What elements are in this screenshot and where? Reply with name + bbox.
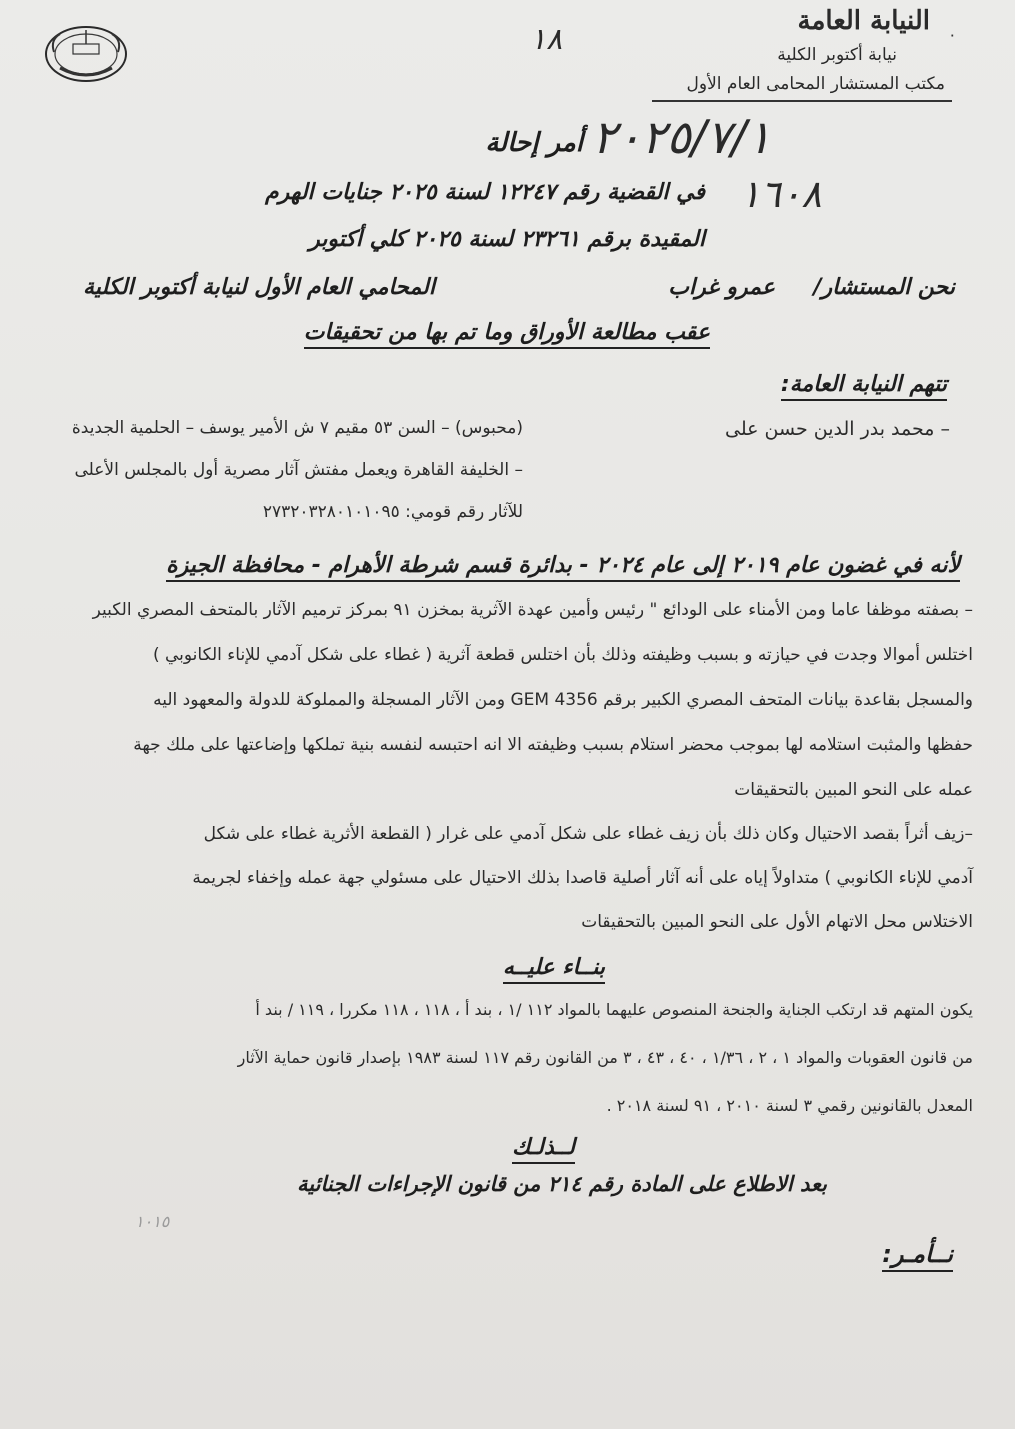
header-divider bbox=[652, 100, 952, 102]
faint-note: ١٠١٥ bbox=[135, 1212, 170, 1231]
page-number: ١٨ bbox=[530, 22, 563, 57]
charge-1-line-5: عمله على النحو المبين بالتحقيقات bbox=[734, 780, 973, 800]
authority-name: النيابة العامة bbox=[797, 6, 930, 36]
seal-logo-icon bbox=[40, 22, 132, 84]
issuer-prefix: نحن المستشار/ bbox=[813, 275, 955, 300]
after-article-line: بعد الاطلاع على المادة رقم ٢١٤ من قانون الإجراءات الجنائية bbox=[297, 1172, 827, 1196]
articles-line-3: المعدل بالقانونين رقمي ٣ لسنة ٢٠١٠ ، ٩١ لسنة ٢٠١٨ . bbox=[606, 1096, 973, 1115]
document-title: أمر إحالة bbox=[485, 128, 583, 158]
corner-mark: ٠ bbox=[948, 25, 957, 44]
handwritten-number: ١٦٠٨ bbox=[740, 172, 822, 216]
bureau-name: مكتب المستشار المحامى العام الأول bbox=[686, 74, 945, 94]
articles-line-1: يكون المتهم قد ارتكب الجناية والجنحة المنصوص عليهما بالمواد ١١٢ /١ ، بند أ ، ١١٨ ، ١١٨ مكررا ، ١١٩ / بند أ bbox=[255, 1000, 973, 1019]
charge-1-line-3: والمسجل بقاعدة بيانات المتحف المصري الكبير برقم GEM 4356 ومن الآثار المسجلة والمملوكة للدولة والمعهود اليه bbox=[153, 690, 973, 710]
accused-details-1: (محبوس) – السن ٥٣ مقيم ٧ ش الأمير يوسف – الحلمية الجديدة bbox=[71, 418, 523, 438]
therefore-heading: لــذلـك bbox=[512, 1135, 575, 1164]
accordingly-heading: بنــاء عليــه bbox=[503, 955, 605, 984]
accused-details-3: للآثار رقم قومي: ٢٧٣٢٠٣٢٨٠١٠١٠٩٥ bbox=[262, 502, 523, 522]
articles-line-2: من قانون العقوبات والمواد ١ ، ٢ ، ١/٣٦ ، ٤٠ ، ٤٣ ، ٣ من القانون رقم ١١٧ لسنة ١٩٨٣ بإصدار قانون حماية الآثار bbox=[237, 1048, 973, 1067]
issuer-name: عمرو غراب bbox=[668, 275, 775, 300]
charge-2-line-1: –زيف أثراً بقصد الاحتيال وكان ذلك بأن زيف غطاء على شكل آدمي على غرار ( القطعة الأثرية غطاء على شكل bbox=[203, 824, 973, 844]
accuses-label: تتهم النيابة العامة: bbox=[781, 372, 947, 401]
charge-1-line-2: اختلس أموالا وجدت في حيازته و بسبب وظيفته وذلك بأن اختلس قطعة آثرية ( غطاء على شكل آدمي للإناء الكانوبي ) bbox=[152, 645, 973, 665]
charge-2-line-3: الاختلاس محل الاتهام الأول على النحو المبين بالتحقيقات bbox=[581, 912, 973, 932]
because-heading: لأنه في غضون عام ٢٠١٩ إلى عام ٢٠٢٤ - بدائرة قسم شرطة الأهرام - محافظة الجيزة bbox=[166, 553, 960, 582]
we-order-heading: نــأمـر: bbox=[882, 1240, 953, 1272]
case-registration-line: المقيدة برقم ٢٣٢٦١ لسنة ٢٠٢٥ كلي أكتوبر bbox=[309, 227, 705, 252]
accused-name: – محمد بدر الدين حسن على bbox=[725, 418, 950, 440]
accused-details-2: – الخليفة القاهرة ويعمل مفتش آثار مصرية أول بالمجلس الأعلى bbox=[74, 460, 523, 480]
handwritten-date: ٢٠٢٥/٧/١ bbox=[592, 110, 772, 164]
charge-1-line-4: حفظها والمثبت استلامه لها بموجب محضر استلام بسبب وظيفته الا انه احتبسه لنفسه بنية تملكها وإضاعتها على ملك جهة bbox=[133, 735, 973, 755]
office-name: نيابة أكتوبر الكلية bbox=[777, 45, 897, 65]
issuer-role: المحامي العام الأول لنيابة أكتوبر الكلية bbox=[82, 275, 435, 300]
after-review-heading: عقب مطالعة الأوراق وما تم بها من تحقيقات bbox=[304, 320, 710, 349]
charge-1-line-1: – بصفته موظفا عاما ومن الأمناء على الودائع " رئيس وأمين عهدة الآثرية بمخزن ٩١ بمركز ترميم الآثار بالمتحف المصري الكبير bbox=[92, 600, 973, 620]
case-number-line: في القضية رقم ١٢٢٤٧ لسنة ٢٠٢٥ جنايات الهرم bbox=[264, 180, 705, 205]
charge-2-line-2: آدمي للإناء الكانوبي ) متداولاً إياه على أنه آثار أصلية قاصدا بذلك الاحتيال على مسئولي جهة عمله وإخفاء لجريمة bbox=[192, 868, 973, 888]
